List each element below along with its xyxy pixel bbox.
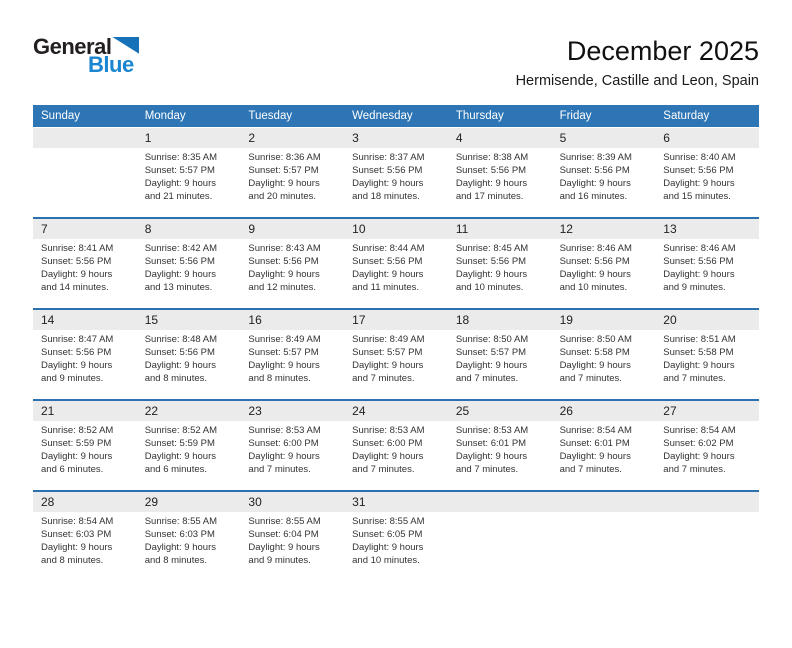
- week-row: [33, 490, 759, 581]
- sunrise-text: Sunrise: 8:54 AM: [663, 425, 736, 436]
- daylight-text: Daylight: 9 hours and 7 minutes.: [663, 451, 735, 475]
- day-details: [137, 330, 241, 399]
- day-details: [33, 512, 137, 581]
- empty-day-cell: [655, 492, 759, 581]
- daylight-text: Daylight: 9 hours and 10 minutes.: [455, 269, 528, 293]
- sunrise-text: Sunrise: 8:37 AM: [352, 152, 425, 163]
- daylight-text: Daylight: 9 hours and 20 minutes.: [248, 178, 320, 202]
- daylight-text: Daylight: 9 hours and 14 minutes.: [41, 269, 113, 293]
- sunrise-text: Sunrise: 8:38 AM: [455, 152, 529, 163]
- day-details: [344, 239, 448, 308]
- sunrise-text: Sunrise: 8:41 AM: [41, 243, 114, 254]
- daylight-text: Daylight: 9 hours and 7 minutes.: [248, 451, 320, 475]
- sunrise-text: Sunrise: 8:39 AM: [559, 152, 632, 163]
- day-cell: [240, 310, 344, 399]
- daylight-text: Daylight: 9 hours and 8 minutes.: [248, 360, 320, 384]
- sunset-text: Sunset: 5:59 PM: [41, 438, 112, 449]
- daylight-text: Daylight: 9 hours and 7 minutes.: [559, 451, 631, 475]
- sunset-text: Sunset: 5:57 PM: [144, 165, 215, 176]
- sunrise-text: Sunrise: 8:53 AM: [248, 425, 321, 436]
- day-number: 14: [33, 310, 137, 330]
- day-cell: [655, 310, 759, 399]
- empty-day-cell: [33, 128, 137, 217]
- daylight-text: Daylight: 9 hours and 8 minutes.: [144, 360, 216, 384]
- day-number: 9: [240, 219, 344, 239]
- sunrise-text: Sunrise: 8:40 AM: [663, 152, 736, 163]
- sunrise-text: Sunrise: 8:47 AM: [41, 334, 114, 345]
- day-details: [240, 148, 344, 217]
- day-cell: [137, 310, 241, 399]
- sunrise-text: Sunrise: 8:51 AM: [663, 334, 736, 345]
- day-details: [448, 239, 552, 308]
- day-number: 27: [655, 401, 759, 421]
- day-number: 26: [552, 401, 656, 421]
- sunset-text: Sunset: 5:56 PM: [41, 256, 112, 267]
- weekday-header-thursday: Thursday: [455, 110, 504, 122]
- empty-day-cell: [448, 492, 552, 581]
- sunrise-text: Sunrise: 8:35 AM: [144, 152, 218, 163]
- general-blue-logo: [33, 36, 153, 76]
- daylight-text: Daylight: 9 hours and 13 minutes.: [144, 269, 216, 293]
- day-details: [448, 330, 552, 399]
- weekday-header-row: [33, 105, 759, 127]
- sunrise-text: Sunrise: 8:54 AM: [559, 425, 632, 436]
- sunrise-text: Sunrise: 8:43 AM: [248, 243, 321, 254]
- day-details: [137, 512, 241, 581]
- sunrise-text: Sunrise: 8:54 AM: [41, 516, 114, 527]
- daylight-text: Daylight: 9 hours and 7 minutes.: [455, 360, 528, 384]
- day-details: [240, 512, 344, 581]
- weekday-header-sunday: Sunday: [41, 110, 81, 122]
- day-cell: [552, 219, 656, 308]
- day-cell: [344, 128, 448, 217]
- day-details: [448, 148, 552, 217]
- week-row: [33, 128, 759, 217]
- sunrise-text: Sunrise: 8:52 AM: [41, 425, 114, 436]
- sunrise-text: Sunrise: 8:55 AM: [352, 516, 425, 527]
- weeks-container: [33, 128, 759, 581]
- week-row: [33, 308, 759, 399]
- daylight-text: Daylight: 9 hours and 17 minutes.: [455, 178, 528, 202]
- day-number: 23: [240, 401, 344, 421]
- day-details: [137, 148, 241, 217]
- page-title: December 2025: [566, 36, 759, 66]
- sunset-text: Sunset: 5:56 PM: [248, 256, 319, 267]
- day-details: [552, 421, 656, 490]
- sunrise-text: Sunrise: 8:55 AM: [144, 516, 218, 527]
- sunset-text: Sunset: 6:01 PM: [559, 438, 630, 449]
- day-cell: [552, 310, 656, 399]
- daylight-text: Daylight: 9 hours and 9 minutes.: [41, 360, 113, 384]
- daylight-text: Daylight: 9 hours and 11 minutes.: [352, 269, 424, 293]
- daylight-text: Daylight: 9 hours and 15 minutes.: [663, 178, 735, 202]
- sunset-text: Sunset: 6:03 PM: [41, 529, 112, 540]
- sunset-text: Sunset: 6:04 PM: [248, 529, 319, 540]
- day-number: 4: [448, 128, 552, 148]
- sunset-text: Sunset: 5:56 PM: [144, 347, 215, 358]
- logo-text-blue: Blue: [88, 52, 134, 77]
- day-cell: [33, 219, 137, 308]
- day-number: 12: [552, 219, 656, 239]
- day-number: 2: [240, 128, 344, 148]
- sunset-text: Sunset: 5:56 PM: [455, 165, 527, 176]
- day-number: 17: [344, 310, 448, 330]
- day-details: [344, 421, 448, 490]
- day-cell: [344, 219, 448, 308]
- day-details: [655, 239, 759, 308]
- sunrise-text: Sunrise: 8:36 AM: [248, 152, 321, 163]
- sunrise-text: Sunrise: 8:49 AM: [352, 334, 425, 345]
- daylight-text: Daylight: 9 hours and 10 minutes.: [352, 542, 424, 566]
- sunrise-text: Sunrise: 8:46 AM: [663, 243, 736, 254]
- sunset-text: Sunset: 5:56 PM: [559, 256, 630, 267]
- sunset-text: Sunset: 6:05 PM: [352, 529, 423, 540]
- sunset-text: Sunset: 6:00 PM: [352, 438, 423, 449]
- day-details: [344, 330, 448, 399]
- day-cell: [33, 310, 137, 399]
- sunrise-text: Sunrise: 8:46 AM: [559, 243, 632, 254]
- day-details: [655, 330, 759, 399]
- daylight-text: Daylight: 9 hours and 7 minutes.: [559, 360, 631, 384]
- day-cell: [240, 219, 344, 308]
- day-cell: [655, 219, 759, 308]
- day-number: [33, 128, 137, 148]
- empty-day-cell: [552, 492, 656, 581]
- daylight-text: Daylight: 9 hours and 7 minutes.: [352, 360, 424, 384]
- day-cell: [344, 310, 448, 399]
- sunrise-text: Sunrise: 8:55 AM: [248, 516, 321, 527]
- day-number: 15: [137, 310, 241, 330]
- daylight-text: Daylight: 9 hours and 7 minutes.: [663, 360, 735, 384]
- day-details: [137, 239, 241, 308]
- day-cell: [137, 401, 241, 490]
- day-details: [33, 421, 137, 490]
- sunset-text: Sunset: 5:58 PM: [559, 347, 630, 358]
- daylight-text: Daylight: 9 hours and 8 minutes.: [41, 542, 113, 566]
- day-cell: [552, 401, 656, 490]
- day-details: [552, 330, 656, 399]
- day-cell: [448, 219, 552, 308]
- day-cell: [240, 401, 344, 490]
- day-details: [240, 421, 344, 490]
- daylight-text: Daylight: 9 hours and 18 minutes.: [352, 178, 424, 202]
- day-details: [240, 330, 344, 399]
- weekday-header-friday: Friday: [559, 110, 592, 122]
- sunset-text: Sunset: 5:58 PM: [663, 347, 734, 358]
- day-cell: [137, 219, 241, 308]
- day-cell: [655, 128, 759, 217]
- sunrise-text: Sunrise: 8:50 AM: [455, 334, 529, 345]
- day-details: [552, 239, 656, 308]
- sunset-text: Sunset: 5:59 PM: [144, 438, 215, 449]
- day-number: 28: [33, 492, 137, 512]
- daylight-text: Daylight: 9 hours and 9 minutes.: [663, 269, 735, 293]
- daylight-text: Daylight: 9 hours and 12 minutes.: [248, 269, 320, 293]
- sunset-text: Sunset: 5:57 PM: [352, 347, 423, 358]
- sunset-text: Sunset: 5:56 PM: [663, 256, 734, 267]
- sunset-text: Sunset: 5:56 PM: [41, 347, 112, 358]
- sunrise-text: Sunrise: 8:50 AM: [559, 334, 632, 345]
- day-details: [552, 148, 656, 217]
- weekday-header-saturday: Saturday: [663, 110, 710, 122]
- page-header: [33, 36, 759, 102]
- day-number: 21: [33, 401, 137, 421]
- sunset-text: Sunset: 5:57 PM: [455, 347, 527, 358]
- day-number: 10: [344, 219, 448, 239]
- day-number: 25: [448, 401, 552, 421]
- weekday-header-wednesday: Wednesday: [352, 110, 413, 122]
- day-number: 16: [240, 310, 344, 330]
- sunrise-text: Sunrise: 8:48 AM: [144, 334, 218, 345]
- day-number: [448, 492, 552, 512]
- day-cell: [33, 492, 137, 581]
- sunset-text: Sunset: 6:03 PM: [144, 529, 215, 540]
- day-number: 1: [137, 128, 241, 148]
- sunrise-text: Sunrise: 8:53 AM: [455, 425, 529, 436]
- day-cell: [344, 401, 448, 490]
- calendar-table: [33, 105, 759, 581]
- daylight-text: Daylight: 9 hours and 16 minutes.: [559, 178, 631, 202]
- day-number: 19: [552, 310, 656, 330]
- sunset-text: Sunset: 5:56 PM: [559, 165, 630, 176]
- week-row: [33, 399, 759, 490]
- day-number: [655, 492, 759, 512]
- daylight-text: Daylight: 9 hours and 7 minutes.: [455, 451, 528, 475]
- sunrise-text: Sunrise: 8:42 AM: [144, 243, 218, 254]
- day-number: 30: [240, 492, 344, 512]
- day-number: 31: [344, 492, 448, 512]
- daylight-text: Daylight: 9 hours and 6 minutes.: [144, 451, 216, 475]
- sunset-text: Sunset: 5:56 PM: [352, 165, 423, 176]
- day-number: 20: [655, 310, 759, 330]
- week-row: [33, 217, 759, 308]
- day-details: [655, 421, 759, 490]
- sunrise-text: Sunrise: 8:49 AM: [248, 334, 321, 345]
- day-cell: [344, 492, 448, 581]
- day-details: [344, 148, 448, 217]
- day-details: [137, 421, 241, 490]
- day-cell: [655, 401, 759, 490]
- day-details: [33, 239, 137, 308]
- day-cell: [448, 310, 552, 399]
- day-cell: [240, 492, 344, 581]
- day-cell: [137, 128, 241, 217]
- day-details: [448, 421, 552, 490]
- sunset-text: Sunset: 5:56 PM: [144, 256, 215, 267]
- day-cell: [240, 128, 344, 217]
- day-cell: [448, 128, 552, 217]
- sunrise-text: Sunrise: 8:52 AM: [144, 425, 218, 436]
- day-number: 24: [344, 401, 448, 421]
- day-cell: [448, 401, 552, 490]
- day-details: [655, 148, 759, 217]
- sunset-text: Sunset: 6:01 PM: [455, 438, 527, 449]
- sunrise-text: Sunrise: 8:45 AM: [455, 243, 529, 254]
- sunrise-text: Sunrise: 8:44 AM: [352, 243, 425, 254]
- day-number: 6: [655, 128, 759, 148]
- day-details: [344, 512, 448, 581]
- logo-text-general: General: [33, 34, 112, 59]
- day-number: 8: [137, 219, 241, 239]
- title-block: [516, 36, 759, 89]
- daylight-text: Daylight: 9 hours and 7 minutes.: [352, 451, 424, 475]
- day-cell: [552, 128, 656, 217]
- weekday-header-tuesday: Tuesday: [248, 110, 293, 122]
- day-number: 11: [448, 219, 552, 239]
- weekday-header-monday: Monday: [144, 110, 186, 122]
- day-number: 29: [137, 492, 241, 512]
- day-number: 7: [33, 219, 137, 239]
- sunset-text: Sunset: 6:02 PM: [663, 438, 734, 449]
- sunset-text: Sunset: 5:56 PM: [352, 256, 423, 267]
- day-number: 13: [655, 219, 759, 239]
- daylight-text: Daylight: 9 hours and 6 minutes.: [41, 451, 113, 475]
- daylight-text: Daylight: 9 hours and 8 minutes.: [144, 542, 216, 566]
- daylight-text: Daylight: 9 hours and 9 minutes.: [248, 542, 320, 566]
- sunset-text: Sunset: 5:56 PM: [663, 165, 734, 176]
- day-details: [33, 330, 137, 399]
- daylight-text: Daylight: 9 hours and 21 minutes.: [144, 178, 216, 202]
- page-subtitle: Hermisende, Castille and Leon, Spain: [515, 73, 759, 90]
- day-number: 5: [552, 128, 656, 148]
- sunset-text: Sunset: 5:57 PM: [248, 347, 319, 358]
- day-number: 3: [344, 128, 448, 148]
- day-cell: [33, 401, 137, 490]
- sunset-text: Sunset: 5:56 PM: [455, 256, 527, 267]
- day-number: 18: [448, 310, 552, 330]
- day-number: 22: [137, 401, 241, 421]
- sunset-text: Sunset: 5:57 PM: [248, 165, 319, 176]
- day-number: [552, 492, 656, 512]
- sunset-text: Sunset: 6:00 PM: [248, 438, 319, 449]
- day-cell: [137, 492, 241, 581]
- daylight-text: Daylight: 9 hours and 10 minutes.: [559, 269, 631, 293]
- sunrise-text: Sunrise: 8:53 AM: [352, 425, 425, 436]
- day-details: [240, 239, 344, 308]
